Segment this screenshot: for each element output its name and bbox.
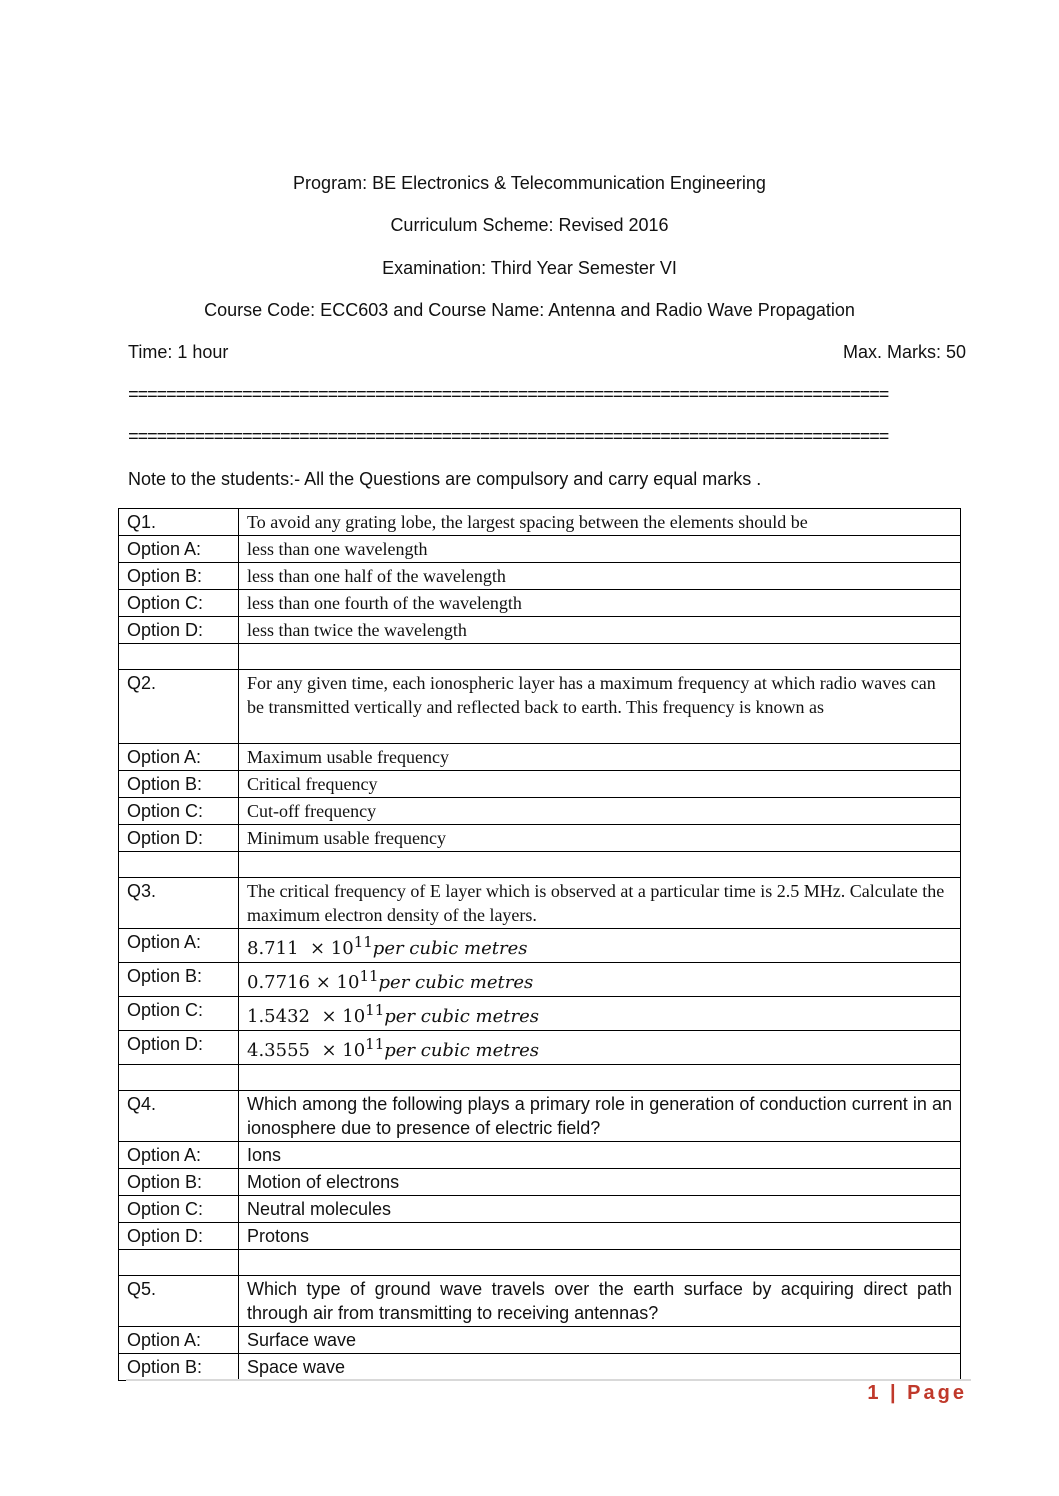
option-row	[119, 590, 961, 617]
max-marks-label: Max. Marks: 50	[842, 342, 966, 362]
question-label: Q2.	[119, 670, 239, 744]
question-row	[119, 1091, 961, 1142]
option-text: Protons	[239, 1223, 961, 1250]
separator-line: ================================================================================	[128, 386, 889, 406]
formula-exponent: 11	[365, 1035, 385, 1053]
option-text: less than one wavelength	[239, 536, 961, 563]
option-text: Space wave	[239, 1354, 961, 1381]
scheme-line: Curriculum Scheme: Revised 2016	[390, 215, 669, 235]
formula-unit: per cubic metres	[372, 938, 528, 959]
option-text: Cut-off frequency	[239, 798, 961, 825]
option-label: Option C:	[119, 590, 239, 617]
option-label: Option A:	[119, 536, 239, 563]
option-label: Option D:	[119, 825, 239, 852]
spacer-row	[119, 644, 961, 670]
question-text: For any given time, each ionospheric layer has a maximum frequency at which radio waves can be transmitted vertically and reflected back to earth. This frequency is known as	[239, 670, 961, 744]
option-row	[119, 617, 961, 644]
question-label: Q3.	[119, 878, 239, 929]
question-row	[119, 509, 961, 536]
option-text: Motion of electrons	[239, 1169, 961, 1196]
page-footer	[867, 1381, 967, 1405]
option-formula	[239, 963, 961, 997]
footer-divider	[126, 1379, 971, 1381]
formula-times: × 10	[315, 972, 360, 993]
formula-number: 0.7716	[247, 972, 310, 993]
option-row	[119, 997, 961, 1031]
formula-exponent: 11	[359, 967, 379, 985]
question-row	[119, 670, 961, 744]
option-row	[119, 563, 961, 590]
student-note: Note to the students:- All the Questions are compulsory and carry equal marks .	[128, 469, 762, 489]
option-text: Surface wave	[239, 1327, 961, 1354]
option-row	[119, 744, 961, 771]
option-text: Critical frequency	[239, 771, 961, 798]
option-row	[119, 771, 961, 798]
option-label: Option D:	[119, 1223, 239, 1250]
question-label: Q4.	[119, 1091, 239, 1142]
formula-exponent: 11	[353, 933, 373, 951]
question-row	[119, 878, 961, 929]
formula-number: 4.3555	[247, 1040, 310, 1061]
option-text: less than one fourth of the wavelength	[239, 590, 961, 617]
option-row	[119, 929, 961, 963]
option-label: Option B:	[119, 1354, 239, 1381]
separator-line: ================================================================================	[128, 428, 889, 448]
option-row	[119, 1354, 961, 1381]
spacer-row	[119, 1250, 961, 1276]
option-label: Option B:	[119, 963, 239, 997]
option-label: Option C:	[119, 1196, 239, 1223]
option-row	[119, 825, 961, 852]
formula-number: 8.711	[247, 938, 299, 959]
option-row	[119, 1327, 961, 1354]
option-label: Option B:	[119, 1169, 239, 1196]
option-label: Option A:	[119, 1142, 239, 1169]
option-row	[119, 536, 961, 563]
question-text: Which type of ground wave travels over the earth surface by acquiring direct path through air from transmitting to receiving antennas?	[239, 1276, 961, 1327]
option-row	[119, 963, 961, 997]
formula-times: × 10	[321, 1006, 366, 1027]
page-number: 1	[867, 1382, 882, 1404]
formula-times: × 10	[321, 1040, 366, 1061]
program-line: Program: BE Electronics & Telecommunication Engineering	[293, 173, 766, 193]
formula-exponent: 11	[365, 1001, 385, 1019]
option-row	[119, 1223, 961, 1250]
option-label: Option A:	[119, 1327, 239, 1354]
question-label: Q5.	[119, 1276, 239, 1327]
option-label: Option A:	[119, 744, 239, 771]
formula-unit: per cubic metres	[384, 1006, 539, 1027]
course-line: Course Code: ECC603 and Course Name: Antenna and Radio Wave Propagation	[204, 300, 855, 320]
option-text: Ions	[239, 1142, 961, 1169]
option-label: Option C:	[119, 798, 239, 825]
question-row	[119, 1276, 961, 1327]
option-label: Option D:	[119, 1031, 239, 1065]
option-label: Option B:	[119, 771, 239, 798]
formula-number: 1.5432	[247, 1006, 310, 1027]
formula-times: × 10	[309, 938, 354, 959]
option-row	[119, 1142, 961, 1169]
questions-table	[118, 508, 961, 1381]
spacer-row	[119, 852, 961, 878]
option-text: less than one half of the wavelength	[239, 563, 961, 590]
option-text: Maximum usable frequency	[239, 744, 961, 771]
exam-line: Examination: Third Year Semester VI	[382, 258, 677, 278]
option-formula	[239, 929, 961, 963]
option-label: Option A:	[119, 929, 239, 963]
option-text: less than twice the wavelength	[239, 617, 961, 644]
formula-unit: per cubic metres	[378, 972, 534, 993]
option-row	[119, 798, 961, 825]
option-formula	[239, 997, 961, 1031]
time-label: Time: 1 hour	[128, 342, 229, 362]
option-text: Neutral molecules	[239, 1196, 961, 1223]
question-label: Q1.	[119, 509, 239, 536]
question-text: To avoid any grating lobe, the largest spacing between the elements should be	[239, 509, 961, 536]
option-label: Option D:	[119, 617, 239, 644]
option-row	[119, 1196, 961, 1223]
option-label: Option B:	[119, 563, 239, 590]
formula-unit: per cubic metres	[384, 1040, 539, 1061]
option-row	[119, 1169, 961, 1196]
page-label: | Page	[890, 1382, 967, 1404]
spacer-row	[119, 1065, 961, 1091]
question-text: Which among the following plays a primary role in generation of conduction current in an ionosphere due to presence of electric field?	[239, 1091, 961, 1142]
option-formula	[239, 1031, 961, 1065]
option-text: Minimum usable frequency	[239, 825, 961, 852]
option-label: Option C:	[119, 997, 239, 1031]
option-row	[119, 1031, 961, 1065]
question-text: The critical frequency of E layer which is observed at a particular time is 2.5 MHz. Calculate the maximum electron density of the layers.	[239, 878, 961, 929]
